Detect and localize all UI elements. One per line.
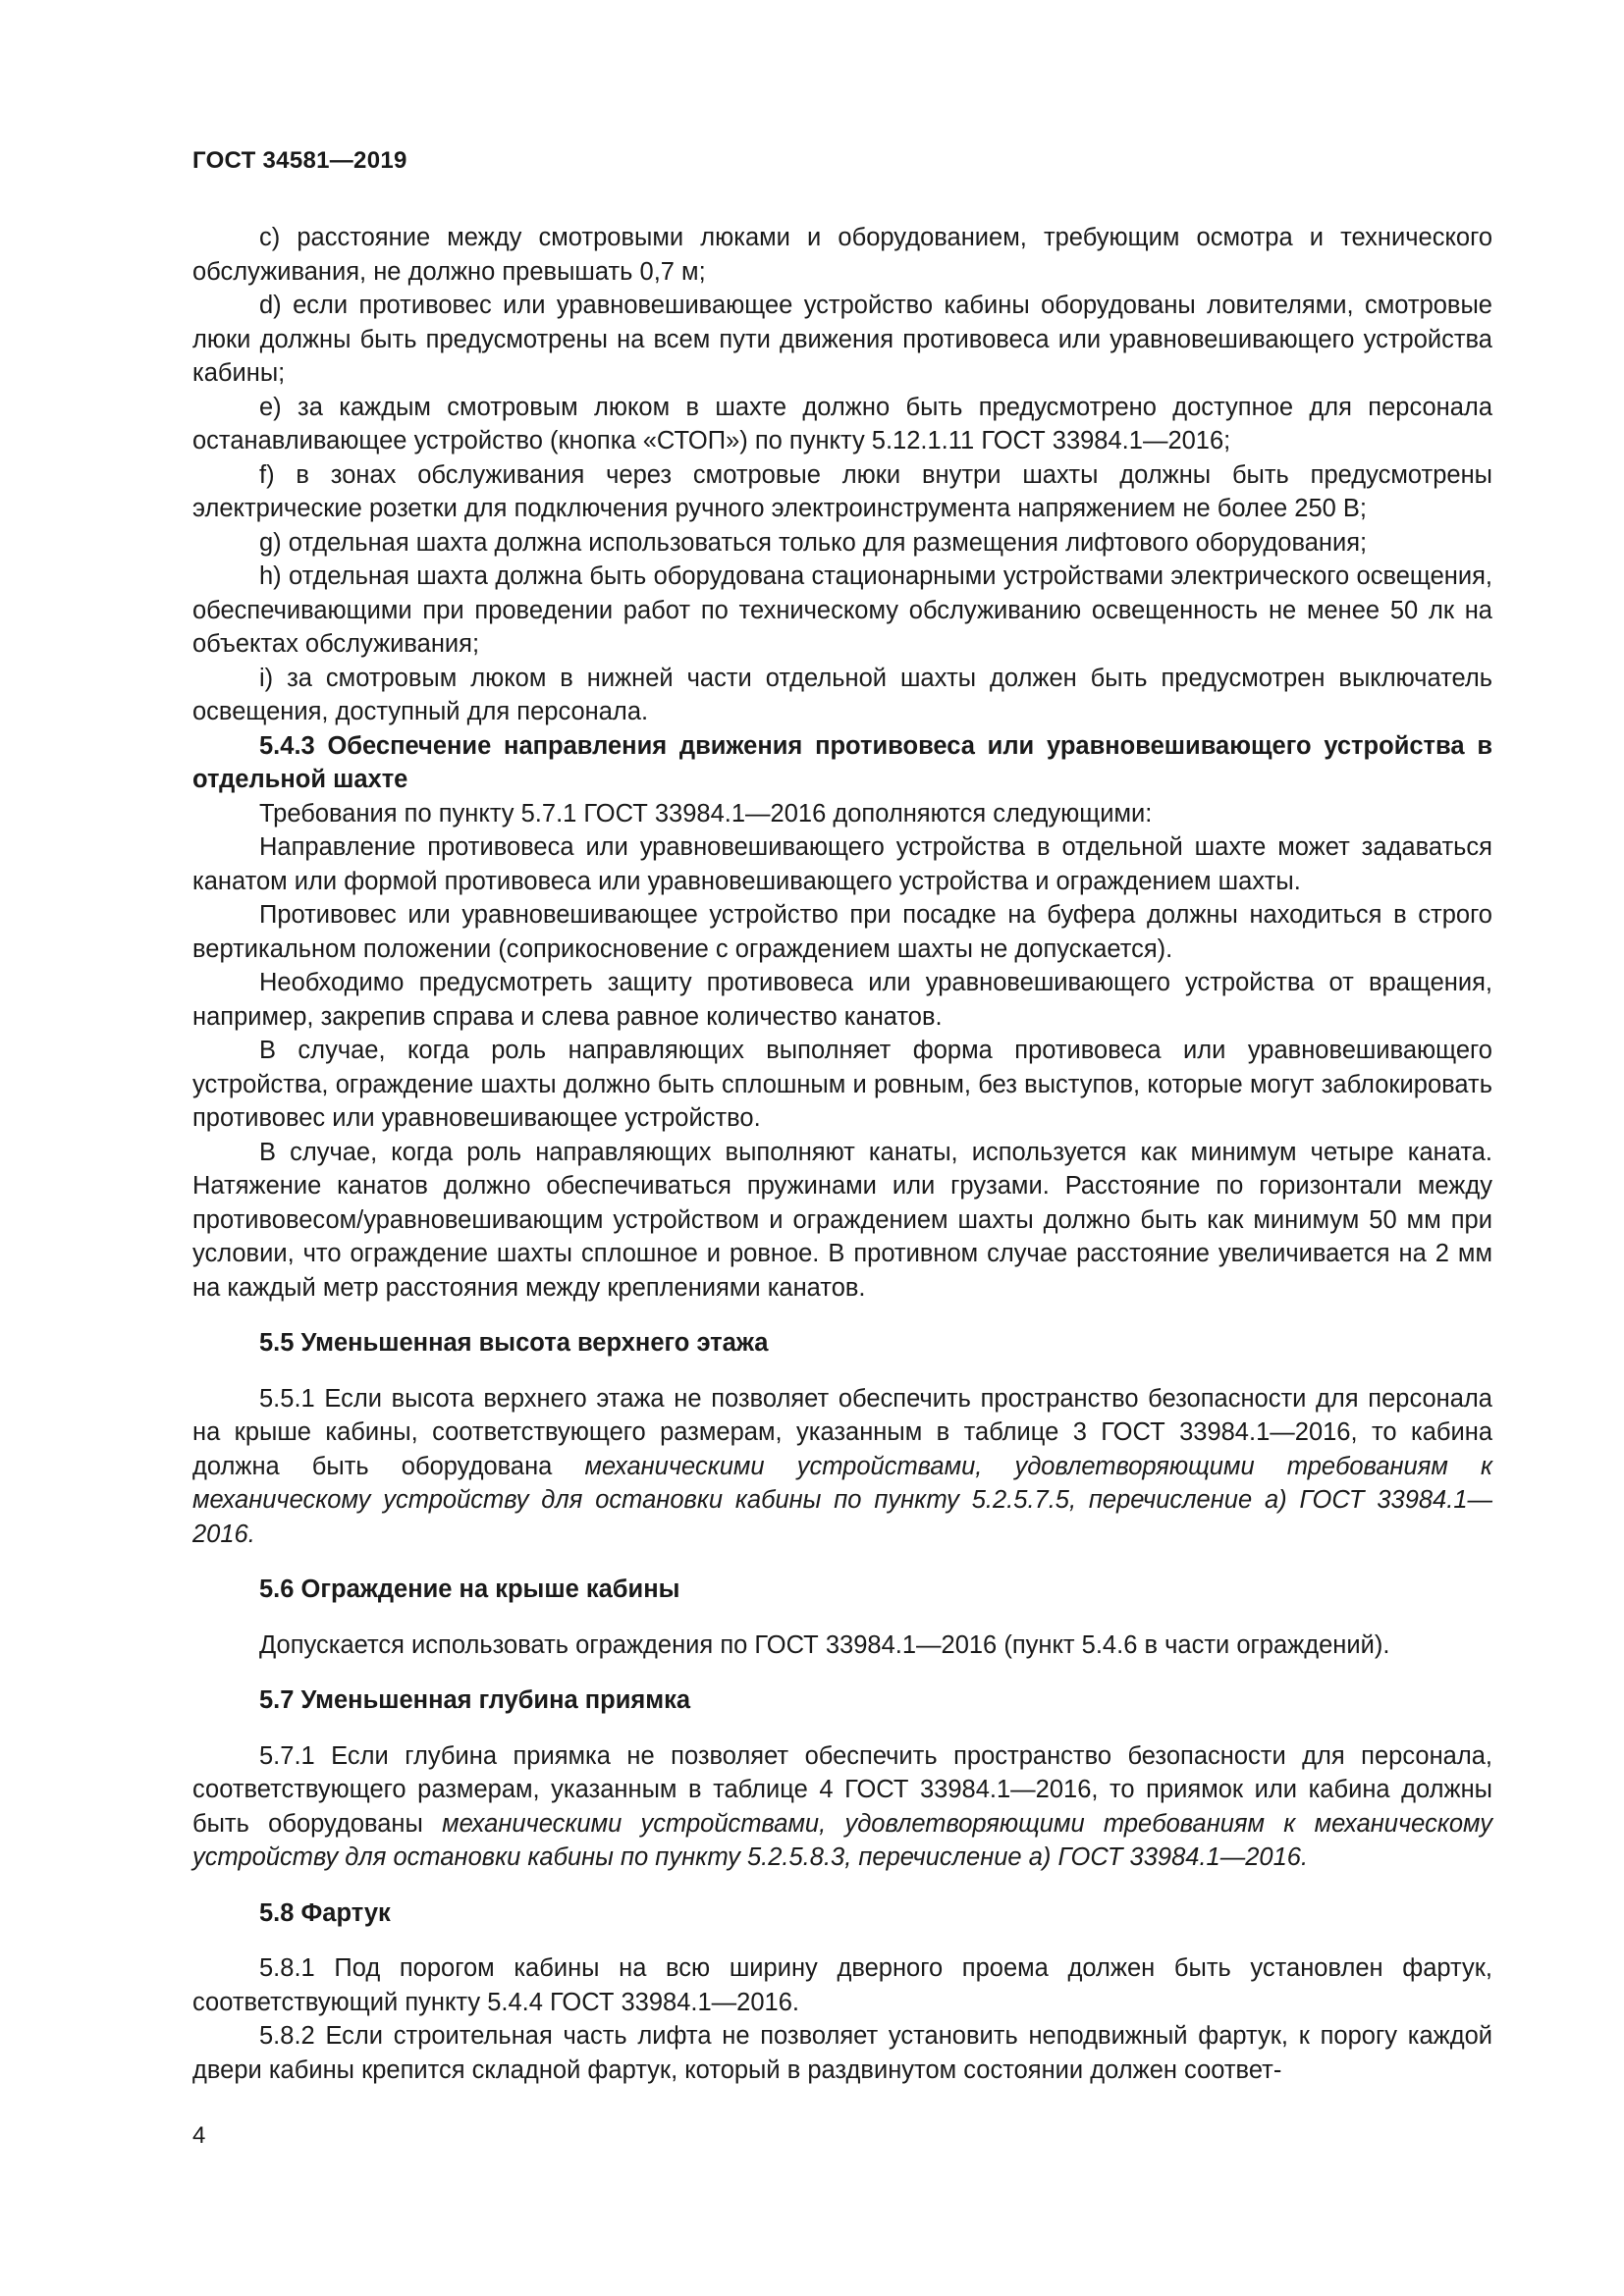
list-item-c: c) расстояние между смотровыми люками и оборудованием, требующим осмотра и технического обслуживания, не должно превышать 0,7 м; xyxy=(192,224,1492,286)
list-item-g: g) отдельная шахта должна использоваться только для размещения лифтового оборудования; xyxy=(259,528,1368,557)
list-item-h: h) отдельная шахта должна быть оборудована стационарными устройствами электрического освещения, обеспечивающими при проведении работ по техническому обслуживанию освещенность не менее 50 лк на объектах обслуживания; xyxy=(192,562,1492,658)
list-item-e: e) за каждым смотровым люком в шахте должно быть предусмотрено доступное для персонала останавливающее устройство (кнопка «СТОП») по пункту 5.12.1.11 ГОСТ 33984.1—2016; xyxy=(192,393,1492,454)
paragraph: Необходимо предусмотреть защиту противовеса или уравновешивающего устройства от вращения, например, закрепив справа и слева равное количество канатов. xyxy=(192,969,1492,1031)
paragraph-5-8-1: 5.8.1 Под порогом кабины на всю ширину дверного проема должен быть установлен фартук, соответствующий пункту 5.4.4 ГОСТ 33984.1—2016. xyxy=(192,1954,1492,2016)
paragraph-italic: механическими устройствами, удовлетворяющими требованиям к механическому устройству для остановки кабины по пункту 5.2.5.7.5, перечисление а) ГОСТ 33984.1—2016. xyxy=(192,1452,1492,1548)
paragraph: Требования по пункту 5.7.1 ГОСТ 33984.1—2016 дополняются следующими: xyxy=(259,799,1153,828)
paragraph: В случае, когда роль направляющих выполняет форма противовеса или уравновешивающего устройства, ограждение шахты должно быть сплошным и ровным, без выступов, которые могут заблокировать противовес или уравновешивающее устройство. xyxy=(192,1037,1492,1132)
paragraph-5-8-2: 5.8.2 Если строительная часть лифта не позволяет установить неподвижный фартук, к порогу каждой двери кабины крепится складной фартук, который в раздвинутом состоянии должен соответ- xyxy=(192,2022,1492,2084)
section-heading-5-7: 5.7 Уменьшенная глубина приямка xyxy=(259,1686,691,1714)
paragraph: Противовес или уравновешивающее устройство при посадке на буфера должны находиться в строго вертикальном положении (соприкосновение с ограждением шахты не допускается). xyxy=(192,901,1492,963)
paragraph-text: 5.5.1 Если высота верхнего этажа не позволяет обеспечить пространство безопасности для персонала на крыше кабины, соответствующего размерам, указанным в таблице 3 ГОСТ 33984.1—2016, то кабина должна быть оборудована xyxy=(192,1384,1492,1480)
paragraph: В случае, когда роль направляющих выполняют канаты, используется как минимум четыре каната. Натяжение канатов должно обеспечиваться пружинами или грузами. Расстояние по горизонтали между противовесом/уравновешивающим устройством и ограждением шахты должно быть как минимум 50 мм при условии, что ограждение шахты сплошное и ровное. В противном случае расстояние увеличивается на 2 мм на каждый метр расстояния между креплениями канатов. xyxy=(192,1138,1492,1302)
document-body xyxy=(192,221,1492,2087)
section-heading-5-6: 5.6 Ограждение на крыше кабины xyxy=(259,1575,680,1603)
list-item-f: f) в зонах обслуживания через смотровые люки внутри шахты должны быть предусмотрены электрические розетки для подключения ручного электроинструмента напряжением не более 250 В; xyxy=(192,460,1492,522)
page-number: 4 xyxy=(192,2122,206,2149)
section-heading-5-4-3: 5.4.3 Обеспечение направления движения противовеса или уравновешивающего устройства в отдельной шахте xyxy=(192,731,1492,793)
paragraph-italic: механическими устройствами, удовлетворяющими требованиям к механическому устройству для остановки кабины по пункту 5.2.5.8.3, перечисление а) ГОСТ 33984.1—2016. xyxy=(192,1809,1492,1871)
list-item-i: i) за смотровым люком в нижней части отдельной шахты должен быть предусмотрен выключатель освещения, доступный для персонала. xyxy=(192,664,1492,725)
section-heading-5-8: 5.8 Фартук xyxy=(259,1898,391,1927)
list-item-d: d) если противовес или уравновешивающее устройство кабины оборудованы ловителями, смотровые люки должны быть предусмотрены на всем пути движения противовеса или уравновешивающего устройства кабины; xyxy=(192,292,1492,387)
section-heading-5-5: 5.5 Уменьшенная высота верхнего этажа xyxy=(259,1329,769,1357)
paragraph: Направление противовеса или уравновешивающего устройства в отдельной шахте может задаваться канатом или формой противовеса или уравновешивающего устройства и ограждением шахты. xyxy=(192,833,1492,895)
paragraph-text: 5.7.1 Если глубина приямка не позволяет обеспечить пространство безопасности для персонала, соответствующего размерам, указанным в таблице 4 ГОСТ 33984.1—2016, то приямок или кабина должны быть оборудованы xyxy=(192,1741,1492,1838)
paragraph-5-5-1 xyxy=(192,1382,1492,1552)
paragraph-5-7-1 xyxy=(192,1739,1492,1875)
document-header: ГОСТ 34581—2019 xyxy=(192,147,407,174)
paragraph-5-6: Допускается использовать ограждения по ГОСТ 33984.1—2016 (пункт 5.4.6 в части ограждений). xyxy=(259,1630,1390,1659)
